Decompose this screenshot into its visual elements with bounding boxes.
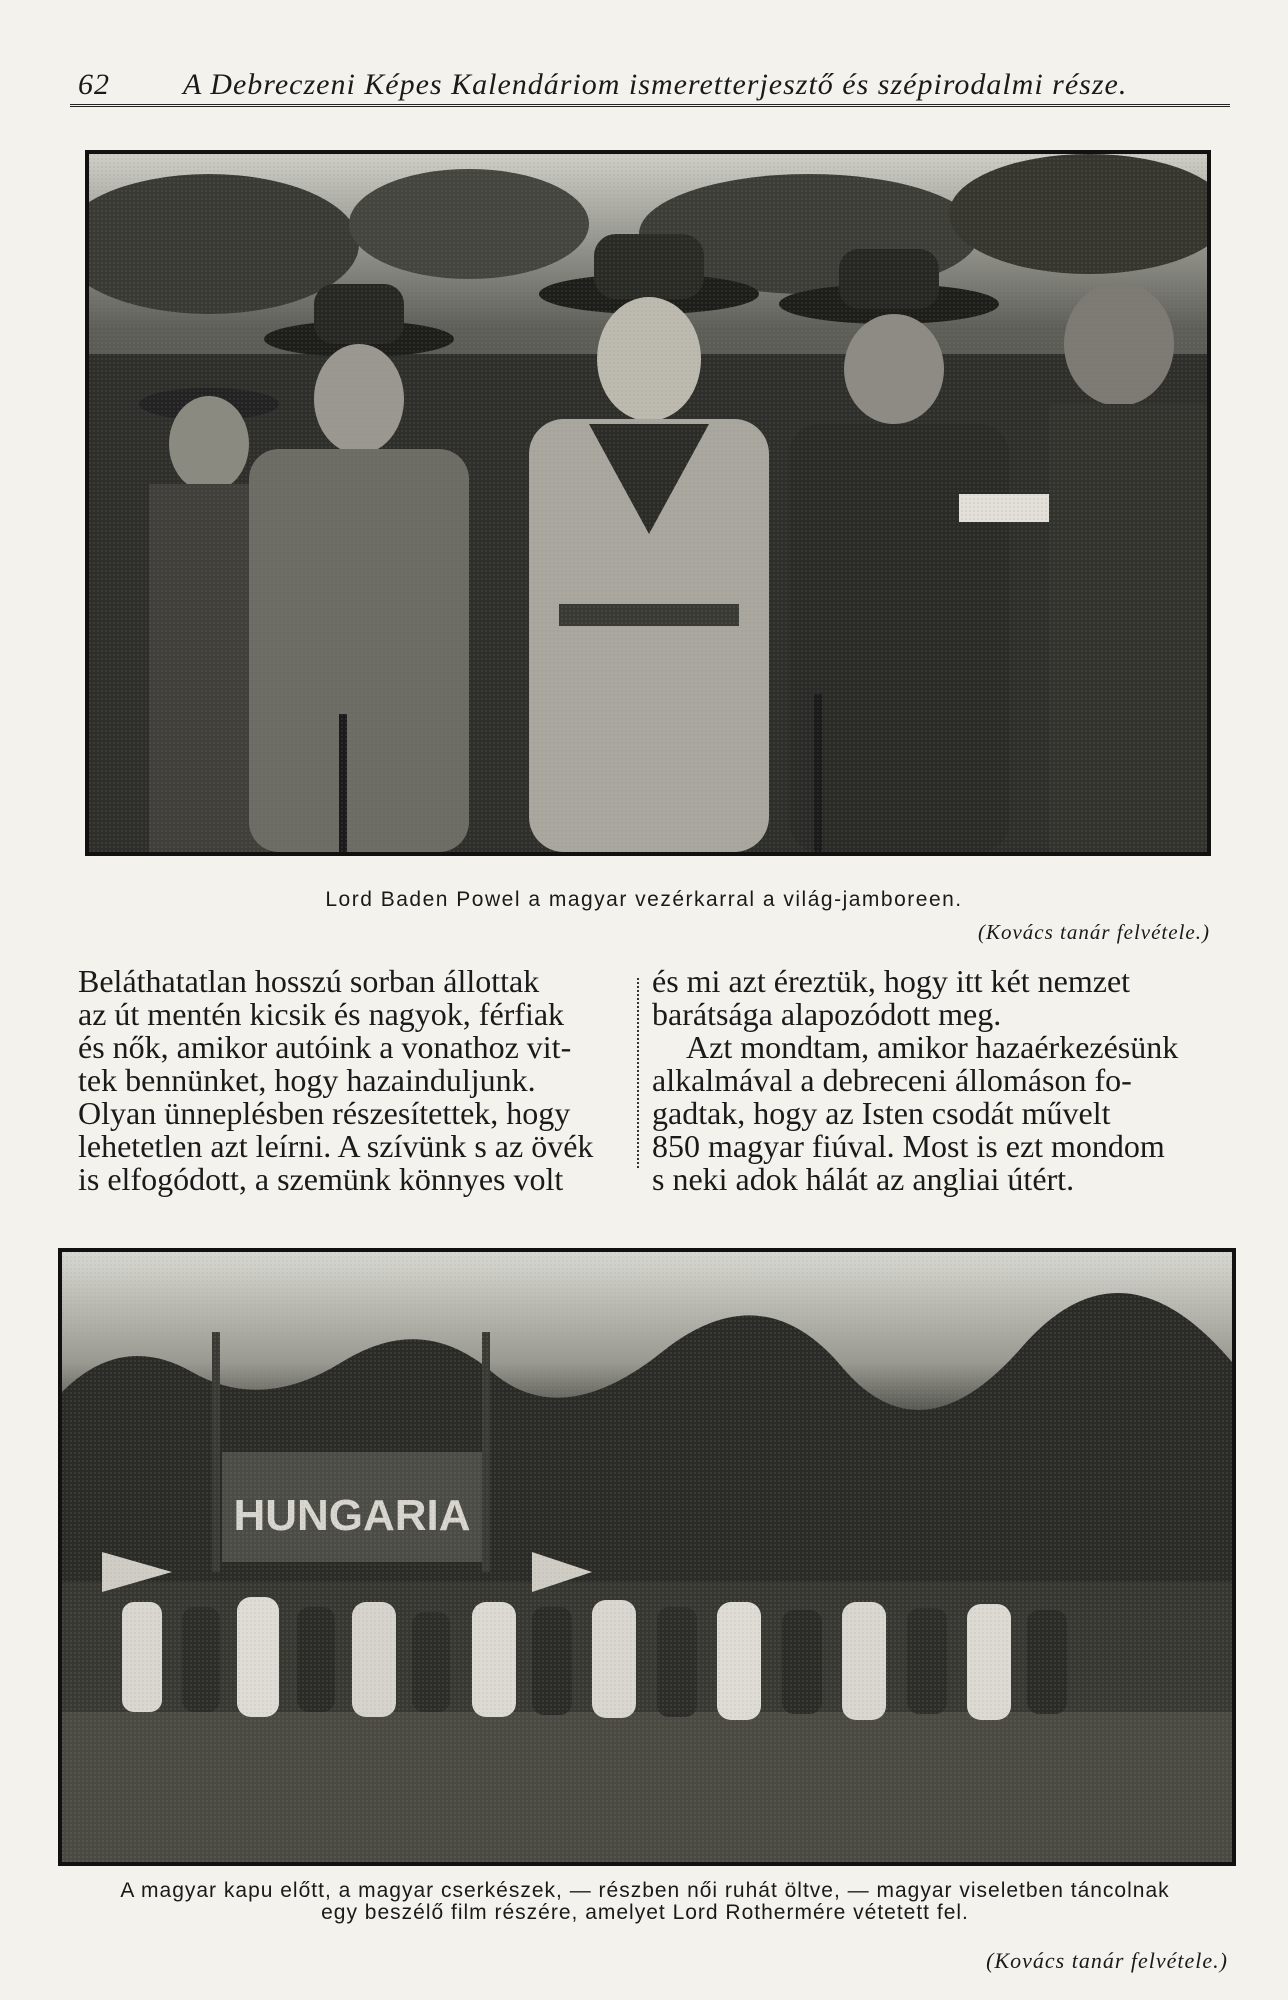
running-title: A Debreczeni Képes Kalendáriom ismeretterjesztő és szépirodalmi része.	[183, 68, 1128, 101]
photo2-caption-line2: egy beszélő film részére, amelyet Lord Rothermére vétetett fel.	[321, 1901, 969, 1924]
running-header	[78, 60, 1228, 110]
text-line: Olyan ünneplésben részesítettek, hogy	[78, 1095, 571, 1131]
text-line: 850 magyar fiúval. Most is ezt mondom	[652, 1128, 1165, 1164]
text-line: Beláthatatlan hosszú sorban állottak	[78, 963, 540, 999]
text-line: és mi azt éreztük, hogy itt két nemzet	[652, 963, 1131, 999]
photo2-credit: (Kovács tanár felvétele.)	[986, 1948, 1228, 1973]
page-number: 62	[78, 68, 110, 101]
photo1-caption: Lord Baden Powel a magyar vezérkarral a világ-jamboreen.	[325, 888, 963, 911]
text-line: tek bennünket, hogy hazainduljunk.	[78, 1062, 536, 1098]
text-line: s neki adok hálát az angliai útért.	[652, 1161, 1075, 1197]
photo2-caption-line1: A magyar kapu előtt, a magyar cserkészek, — részben női ruhát öltve, — magyar viseletben táncolnak	[120, 1879, 1170, 1902]
photo-dance-image	[62, 1252, 1232, 1862]
body-left-column	[78, 965, 653, 1196]
photo2-caption	[60, 1880, 1230, 1924]
text-line: Azt mondtam, amikor hazaérkezésünk	[686, 1029, 1179, 1065]
photo-baden-powell-group	[85, 150, 1211, 856]
body-right-column	[652, 965, 1227, 1196]
text-line: barátsága alapozódott meg.	[652, 996, 1002, 1032]
text-line: az út mentén kicsik és nagyok, férfiak	[78, 996, 565, 1032]
text-line: alkalmával a debreceni állomáson fo-	[652, 1062, 1132, 1098]
column-divider	[637, 978, 639, 1168]
photo-baden-powell-image	[89, 154, 1207, 852]
header-rule	[70, 104, 1230, 107]
photo1-credit: (Kovács tanár felvétele.)	[977, 920, 1210, 944]
text-line: is elfogódott, a szemünk könnyes volt	[78, 1161, 564, 1197]
text-line: lehetetlen azt leírni. A szívünk s az övék	[78, 1128, 594, 1164]
text-line: és nők, amikor autóink a vonathoz vit-	[78, 1029, 572, 1065]
photo-hungarian-gate-dance	[58, 1248, 1236, 1866]
text-line: gadtak, hogy az Isten csodát művelt	[652, 1095, 1111, 1131]
